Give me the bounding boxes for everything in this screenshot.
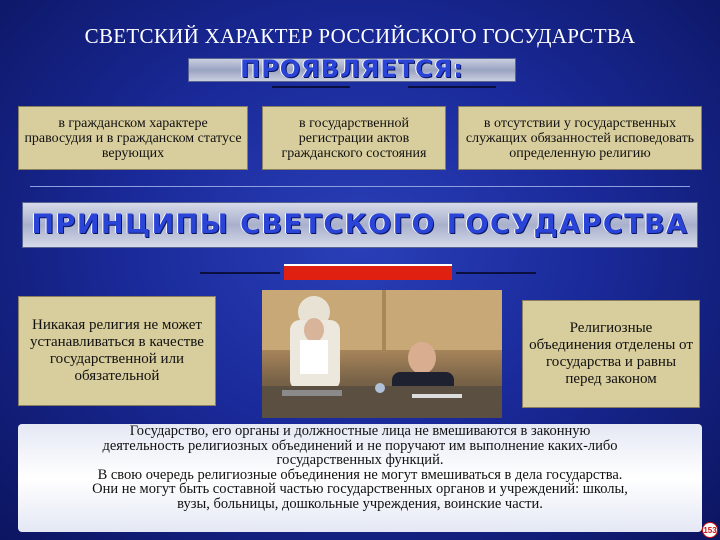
banner-underline-right [408, 86, 496, 88]
principles-underline-right [456, 272, 536, 274]
meeting-photo [262, 290, 502, 418]
accent-red-bar [284, 264, 452, 280]
page-number-badge: 153 [702, 522, 718, 538]
manifests-banner-label: ПРОЯВЛЯЕТСЯ: [240, 55, 464, 83]
banner-underline-left [272, 86, 350, 88]
principles-banner [22, 202, 698, 248]
principle-left-box [18, 296, 216, 406]
manifestation-text-1: в гражданском характере правосудия и в гражданском статусе верующих [24, 115, 242, 161]
explanation-line-1: Государство, его органы и должностные лица не вмешиваются в законную [129, 423, 591, 439]
principle-right-box [522, 300, 700, 408]
explanation-line-6: вузы, больницы, дошкольные учреждения, воинские части. [177, 495, 543, 512]
principle-right-text: Религиозные объединения отделены от государства и равны перед законом [529, 320, 693, 387]
manifestation-box-1 [18, 106, 248, 170]
explanation-line-5: Они не могут быть составной частью государственных органов и учреждений: школы, [92, 481, 628, 497]
explanation-line-3: государственных функций. [276, 452, 444, 468]
manifests-banner [188, 55, 516, 83]
explanation-line-4: В свою очередь религиозные объединения не могут вмешиваться в дела государства. [97, 466, 623, 483]
meeting-photo-illustration [262, 290, 502, 418]
manifestation-text-2: в государственной регистрации актов гражданского состояния [281, 115, 427, 161]
explanation-text-block [18, 424, 702, 532]
manifestation-box-2 [262, 106, 446, 170]
manifestation-text-3: в отсутствии у государственных служащих обязанностей исповедовать определенную религию [465, 115, 695, 161]
manifestation-box-3 [458, 106, 702, 170]
principles-underline-left [200, 272, 280, 274]
section-divider [30, 186, 690, 187]
principle-left-text: Никакая религия не может устанавливаться в качестве государственной или обязательной [30, 317, 204, 384]
explanation-line-2: деятельность религиозных объединений и не поручают им выполнение каких-либо [102, 437, 618, 454]
principles-banner-label: ПРИНЦИПЫ СВЕТСКОГО ГОСУДАРСТВА [31, 209, 689, 240]
slide-title: СВЕТСКИЙ ХАРАКТЕР РОССИЙСКОГО ГОСУДАРСТВА [84, 24, 636, 48]
